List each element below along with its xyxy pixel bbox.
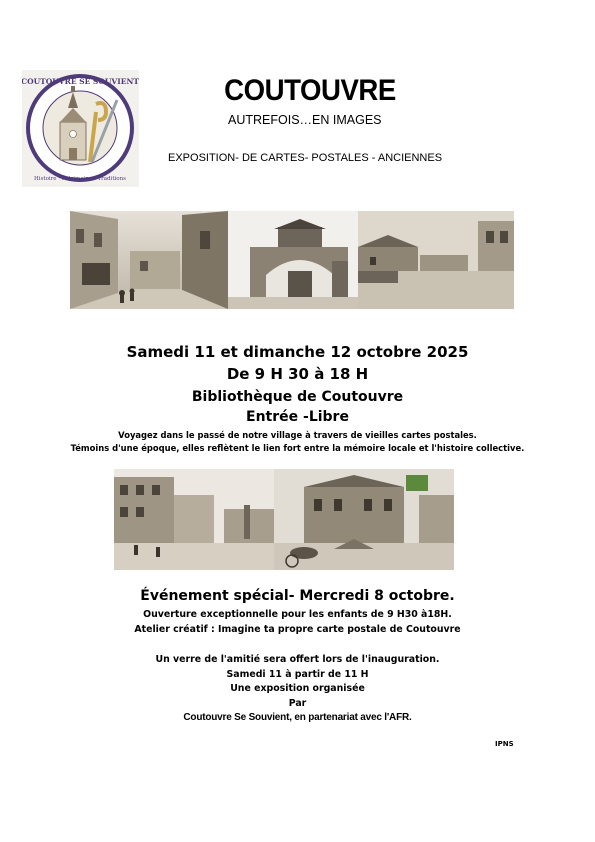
old-postcard-church-square — [274, 469, 454, 570]
event-description-1: Voyagez dans le passé de notre village à travers de vieilles cartes postales. — [118, 430, 477, 440]
old-postcard-village-arch — [228, 211, 358, 309]
old-postcard-square — [358, 211, 514, 309]
special-event-title: Événement spécial- Mercredi 8 octobre. — [140, 588, 455, 604]
special-event-line-2: Atelier créatif : Imagine ta propre carte postale de Coutouvre — [134, 624, 461, 635]
event-entry: Entrée -Libre — [246, 409, 349, 425]
top-postcard-strip — [70, 211, 514, 309]
event-dates: Samedi 11 et dimanche 12 octobre 2025 — [126, 343, 469, 361]
event-hours: De 9 H 30 à 18 H — [226, 365, 369, 383]
closing-line-2: Samedi 11 à partir de 11 H — [226, 669, 369, 680]
logo-subtitle-text: Histoire · Patrimoine · Traditions — [34, 176, 126, 182]
page-title: COUTOUVRE — [224, 74, 396, 107]
organizers: Coutouvre Se Souvient, en partenariat avec l'AFR. — [183, 712, 412, 723]
closing-line-4: Par — [288, 698, 307, 709]
coutouvre-se-souvient-logo — [22, 70, 139, 187]
closing-line-1: Un verre de l'amitié sera offert lors de l'inauguration. — [155, 654, 440, 665]
logo-title-text: COUTOUVRE SE SOUVIENT — [22, 77, 139, 86]
closing-line-3: Une exposition organisée — [230, 683, 365, 694]
exhibition-heading: EXPOSITION- DE CARTES- POSTALES - ANCIENNES — [168, 152, 443, 164]
event-description-2: Témoins d'une époque, elles reflètent le lien fort entre la mémoire locale et l'histoire collective. — [70, 443, 525, 453]
page-subtitle: AUTREFOIS…EN IMAGES — [228, 113, 382, 127]
bottom-postcard-strip — [114, 469, 454, 570]
old-postcard-street-view — [70, 211, 228, 309]
ipns-mark: IPNS — [495, 740, 514, 748]
special-event-line-1: Ouverture exceptionnelle pour les enfants de 9 H30 à18H. — [143, 609, 452, 620]
old-postcard-fountain-square — [114, 469, 274, 570]
event-location: Bibliothèque de Coutouvre — [191, 389, 404, 405]
